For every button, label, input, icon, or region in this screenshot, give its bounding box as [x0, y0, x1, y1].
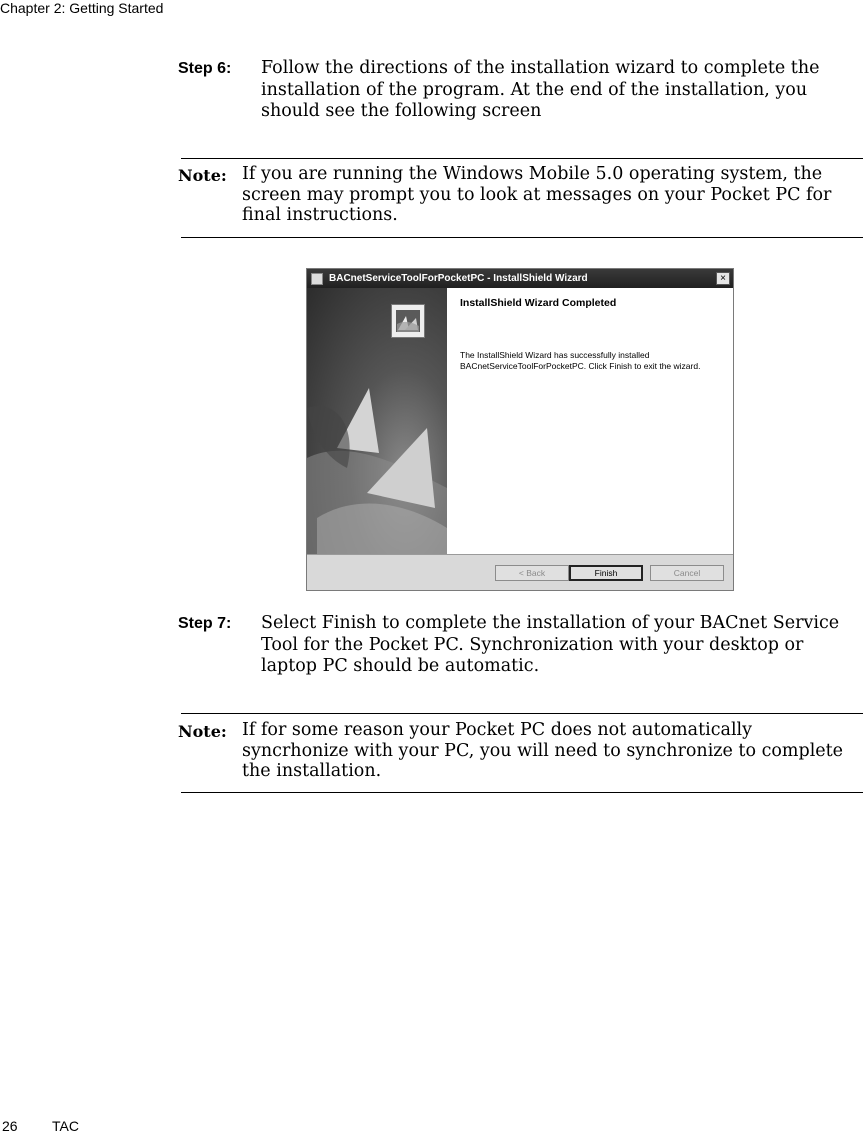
note-2-text: If for some reason your Pocket PC does not automatically syncrhonize with your PC, you will need to synchronize to complete the installation.	[242, 720, 844, 781]
running-header: Chapter 2: Getting Started	[0, 0, 164, 16]
step-7-text: Select Finish to complete the installation of your BACnet Service Tool for the Pocket PC. Synchronization with your desktop or laptop PC should be automatic.	[261, 613, 840, 676]
close-icon[interactable]: ×	[716, 272, 730, 285]
finish-button[interactable]: Finish	[569, 565, 643, 581]
installshield-logo-icon	[391, 304, 425, 338]
wizard-heading: InstallShield Wizard Completed	[460, 297, 617, 309]
wizard-button-divider	[307, 554, 733, 555]
step-7-label: Step 7:	[178, 615, 232, 632]
back-button[interactable]: < Back	[495, 565, 569, 581]
note-1-top-rule	[181, 158, 863, 159]
step-6-label: Step 6:	[178, 60, 232, 77]
note-2-top-rule	[181, 713, 863, 714]
note-1-label: Note:	[178, 166, 227, 185]
wizard-title: BACnetServiceToolForPocketPC - InstallShield Wizard	[329, 273, 588, 284]
installshield-wizard-window	[306, 268, 734, 591]
step-6-text: Follow the directions of the installation wizard to complete the installation of the program. At the end of the installation, you should see the following screen	[261, 58, 820, 121]
note-2-label: Note:	[178, 722, 227, 741]
note-1-text: If you are running the Windows Mobile 5.0 operating system, the screen may prompt you to look at messages on your Pocket PC for final instructions.	[242, 164, 832, 225]
wizard-message: The InstallShield Wizard has successfully installed BACnetServiceToolForPocketPC. Click Finish to exit the wizard.	[460, 350, 701, 371]
wizard-side-banner	[307, 288, 447, 554]
note-2-bottom-rule	[181, 792, 863, 793]
footer-company: TAC	[52, 1118, 79, 1134]
page-number: 26	[2, 1118, 18, 1134]
note-1-bottom-rule	[181, 237, 863, 238]
installshield-banner-art	[307, 288, 447, 554]
cancel-button[interactable]: Cancel	[650, 565, 724, 581]
wizard-content-panel	[447, 288, 733, 554]
wizard-titlebar	[307, 269, 733, 288]
installer-app-icon	[311, 273, 323, 285]
